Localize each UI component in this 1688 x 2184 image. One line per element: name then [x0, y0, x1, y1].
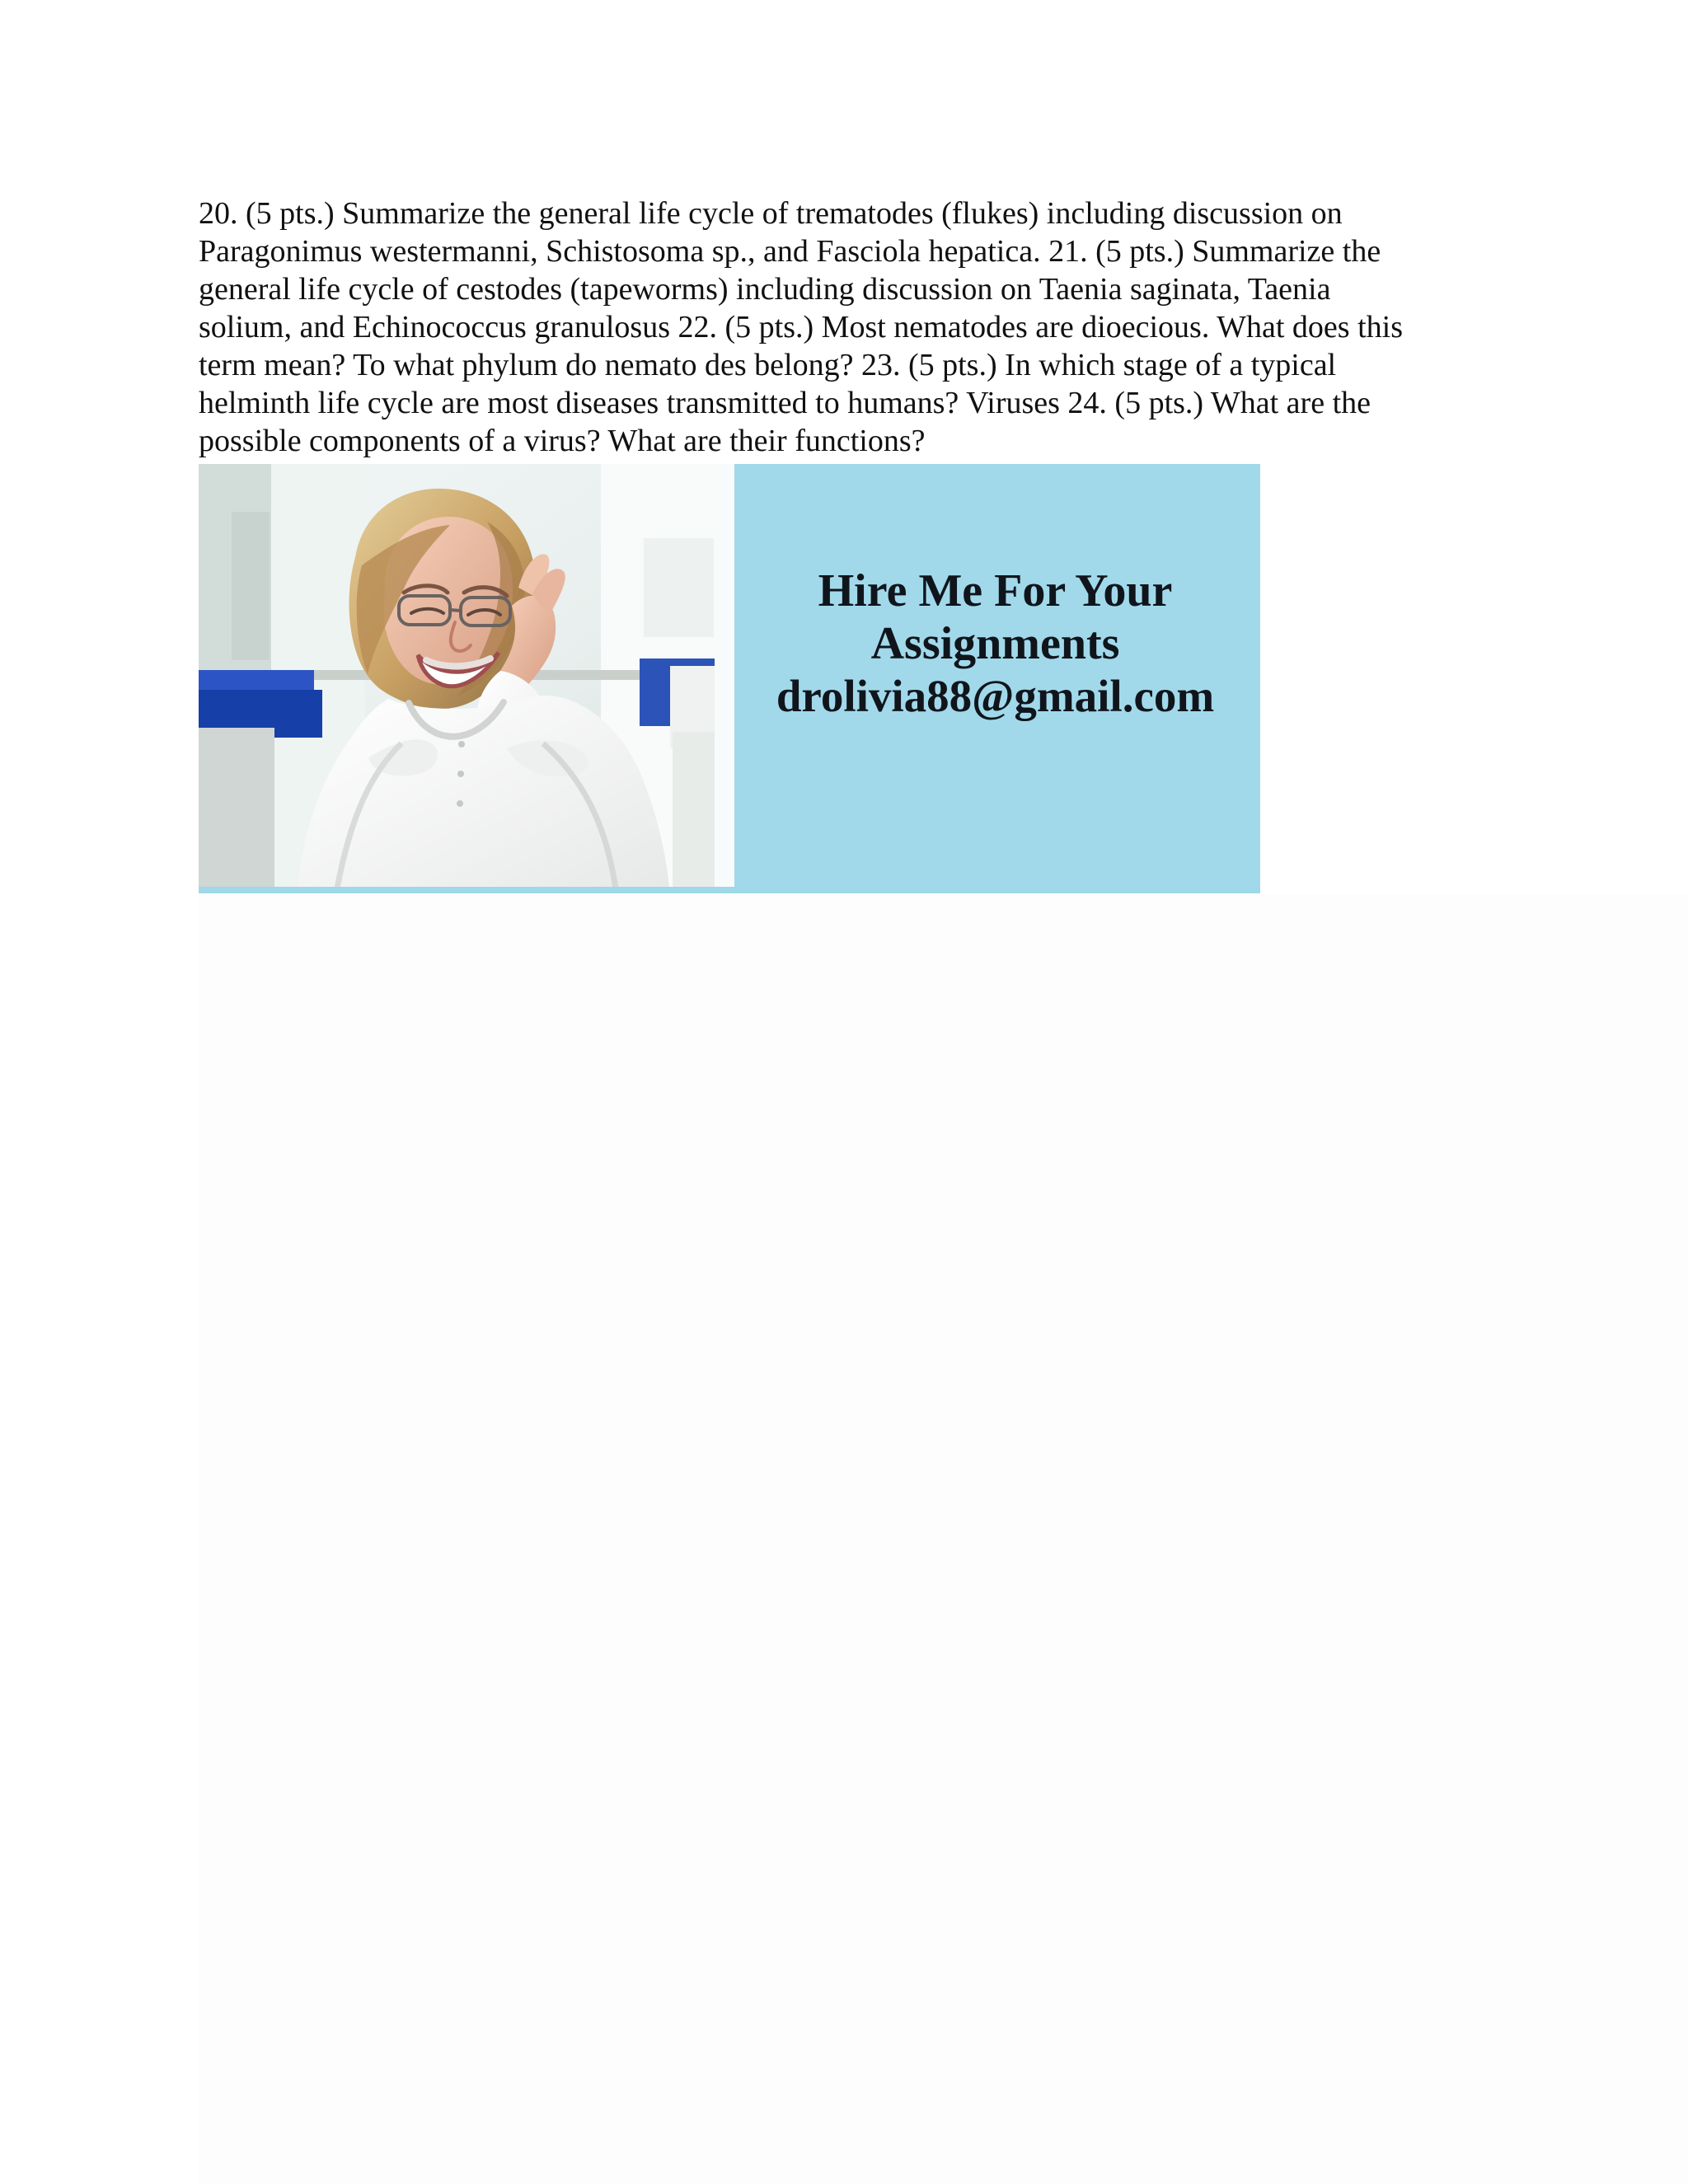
- banner-bottom-strip: [199, 887, 1260, 893]
- ad-copy: [730, 565, 1260, 723]
- ad-heading-line-1: Hire Me For Your: [818, 565, 1173, 616]
- portrait-photo: [199, 464, 734, 888]
- question-text: 20. (5 pts.) Summarize the general life cycle of trematodes (flukes) including discussion on Paragonimus westermanni, Schistosoma sp., and Fasciola hepatica. 21. (5 pts.) Summarize the general life cycle of cestodes (tapeworms) including discussion on Taenia saginata, Taenia solium, and Echinococcus granulosus 22. (5 pts.) Most nematodes are dioecious. What does this term mean? To what phylum do nemato des belong? 23. (5 pts.) In which stage of a typical helminth life cycle are most diseases transmitted to humans? Viruses 24. (5 pts.) What are the possible components of a virus? What are their functions?: [199, 196, 1403, 458]
- ad-email: drolivia88@gmail.com: [776, 671, 1215, 721]
- ad-heading-line-2: Assignments: [870, 618, 1120, 669]
- page-background-region: [199, 894, 1688, 2184]
- smiling-woman-photo-icon: [199, 464, 734, 888]
- hire-me-banner: [199, 464, 1260, 893]
